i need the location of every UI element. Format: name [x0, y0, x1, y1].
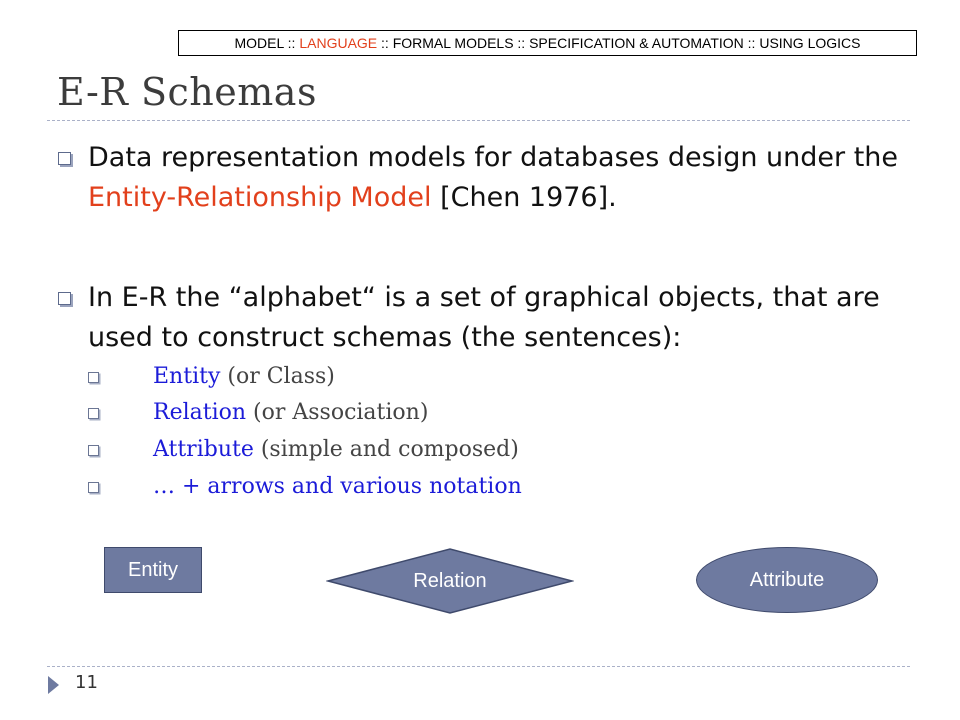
sub-item-rest: (or Class)	[220, 364, 335, 389]
entity-shape: Entity	[104, 547, 202, 593]
sub-item-entity	[88, 362, 335, 392]
sub-item-rest: (or Association)	[246, 400, 429, 425]
page-title: E-R Schemas	[57, 70, 317, 114]
sub-item-term: Entity	[153, 364, 221, 389]
sub-item-term: … + arrows and various notation	[153, 474, 522, 499]
square-bullet-icon	[58, 292, 71, 305]
breadcrumb-language: LANGUAGE	[299, 35, 378, 51]
bullet-text-1-after: [Chen 1976].	[431, 182, 617, 213]
top-divider	[47, 120, 910, 121]
breadcrumb-rest: :: FORMAL MODELS :: SPECIFICATION & AUTOMATION :: USING LOGICS	[381, 35, 861, 51]
square-bullet-icon	[88, 445, 99, 456]
attribute-shape: Attribute	[696, 547, 878, 613]
page-number: 11	[75, 672, 98, 693]
sub-item-attribute	[88, 435, 519, 465]
bullet-item-2	[58, 278, 918, 358]
sub-item-term: Attribute	[153, 437, 254, 462]
breadcrumb-model: MODEL ::	[234, 35, 296, 51]
square-bullet-icon	[88, 408, 99, 419]
sub-item-arrows	[88, 472, 522, 502]
sub-item-rest: (simple and composed)	[253, 437, 519, 462]
play-arrow-icon	[48, 676, 59, 694]
sub-item-relation	[88, 398, 428, 428]
square-bullet-icon	[88, 482, 99, 493]
bullet-text-2: In E-R the “alphabet“ is a set of graphical objects, that are used to construct schemas (the sentences):	[88, 282, 880, 353]
breadcrumb	[178, 30, 917, 56]
square-bullet-icon	[88, 372, 99, 383]
bullet-text-1	[88, 138, 918, 218]
bullet-text-1-highlight: Entity-Relationship Model	[88, 182, 432, 213]
relation-shape	[326, 547, 574, 615]
relation-label: Relation	[413, 569, 487, 592]
bullet-item-1	[58, 138, 918, 218]
bullet-text-1-before: Data representation models for databases design under the	[88, 142, 899, 173]
square-bullet-icon	[58, 152, 71, 165]
bottom-divider	[47, 666, 910, 667]
sub-item-term: Relation	[153, 400, 247, 425]
